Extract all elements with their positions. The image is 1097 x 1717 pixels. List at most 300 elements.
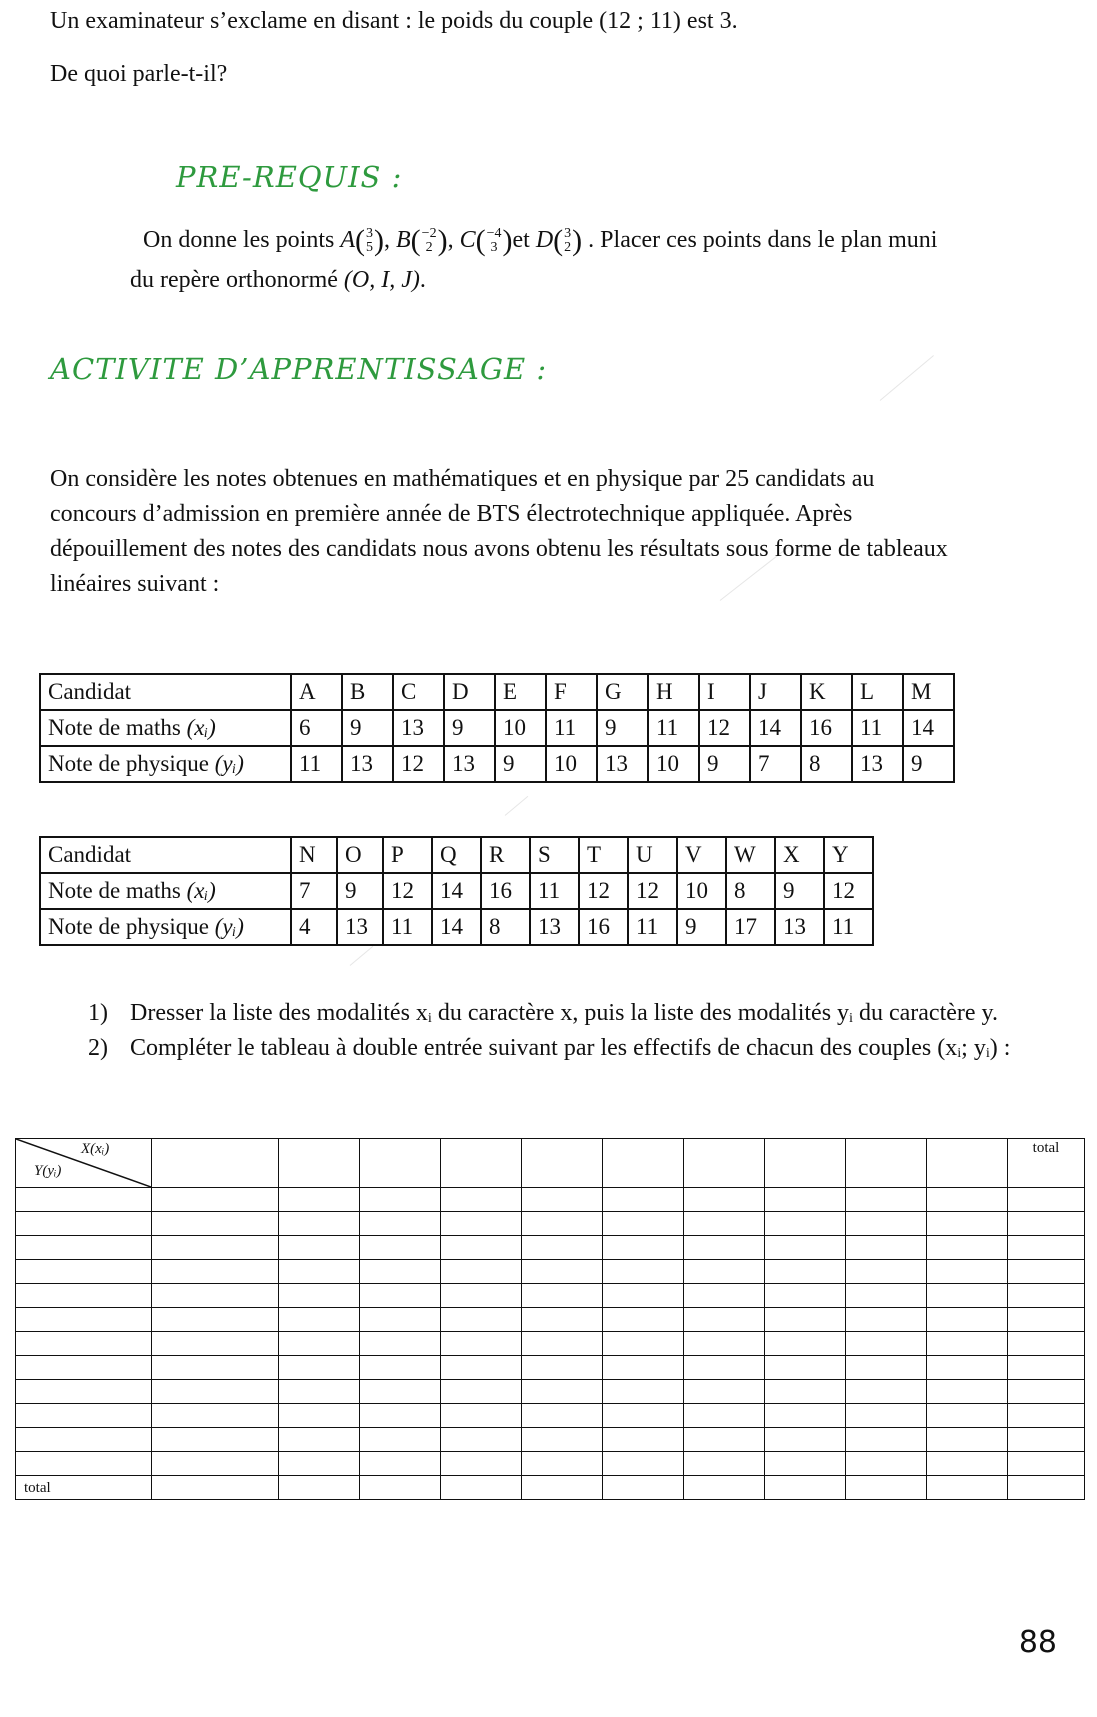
grid-row (16, 1452, 1085, 1476)
grid-cell[interactable] (522, 1404, 603, 1428)
grid-cell[interactable] (441, 1212, 522, 1236)
grid-cell[interactable] (360, 1260, 441, 1284)
question-text: Dresser la liste des modalités xᵢ du caractère x, puis la liste des modalités yᵢ du caractère y. (130, 1000, 998, 1026)
grid-cell[interactable] (927, 1452, 1008, 1476)
questions-list (88, 996, 1048, 1066)
grid-cell[interactable] (684, 1452, 765, 1476)
grid-cell[interactable] (522, 1284, 603, 1308)
grid-cell[interactable] (279, 1404, 360, 1428)
grid-cell[interactable] (279, 1476, 360, 1500)
grid-cell[interactable] (927, 1332, 1008, 1356)
row-label: Note de physique (yᵢ) (40, 746, 291, 782)
cell: I (699, 674, 750, 710)
grid-cell[interactable] (279, 1139, 360, 1188)
grid-cell[interactable] (16, 1452, 152, 1476)
cell: 9 (903, 746, 954, 782)
grid-cell[interactable] (846, 1212, 927, 1236)
grid-cell[interactable] (441, 1452, 522, 1476)
grid-cell[interactable] (765, 1212, 846, 1236)
cell: 12 (579, 873, 628, 909)
cell: N (291, 837, 337, 873)
scan-artifact (350, 946, 374, 966)
total-column-header: total (1008, 1139, 1085, 1188)
grid-cell[interactable] (603, 1404, 684, 1428)
grid-cell[interactable] (279, 1452, 360, 1476)
grid-cell[interactable] (684, 1188, 765, 1212)
grid-cell[interactable] (360, 1404, 441, 1428)
grid-cell[interactable] (1008, 1380, 1085, 1404)
cell: 4 (291, 909, 337, 945)
grid-cell[interactable] (765, 1236, 846, 1260)
cell: M (903, 674, 954, 710)
cell: 9 (342, 710, 393, 746)
grid-cell[interactable] (846, 1476, 927, 1500)
cell: 17 (726, 909, 775, 945)
grid-cell[interactable] (927, 1308, 1008, 1332)
grid-cell[interactable] (441, 1380, 522, 1404)
intro-line-2: De quoi parle-t-il? (50, 61, 228, 87)
grid-cell[interactable] (684, 1139, 765, 1188)
grid-cell[interactable] (152, 1404, 279, 1428)
grid-cell[interactable] (16, 1404, 152, 1428)
grid-cell[interactable] (1008, 1404, 1085, 1428)
header-row (16, 1139, 1085, 1188)
grid-cell[interactable] (522, 1260, 603, 1284)
grid-cell[interactable] (684, 1476, 765, 1500)
grid-cell[interactable] (927, 1212, 1008, 1236)
cell: 12 (699, 710, 750, 746)
grid-cell[interactable] (441, 1428, 522, 1452)
cell: 13 (597, 746, 648, 782)
grid-row (16, 1188, 1085, 1212)
cell: 16 (481, 873, 530, 909)
cell: 16 (801, 710, 852, 746)
grid-cell[interactable] (441, 1188, 522, 1212)
grid-cell[interactable] (927, 1404, 1008, 1428)
grid-cell[interactable] (16, 1356, 152, 1380)
paragraph-line: dépouillement des notes des candidats nous avons obtenu les résultats sous forme de tableaux (50, 536, 948, 562)
grid-cell[interactable] (522, 1332, 603, 1356)
row-label: Note de physique (yᵢ) (40, 909, 291, 945)
grid-cell[interactable] (684, 1404, 765, 1428)
grid-cell[interactable] (603, 1236, 684, 1260)
cell: 10 (495, 710, 546, 746)
grid-cell[interactable] (16, 1236, 152, 1260)
grid-cell[interactable] (603, 1476, 684, 1500)
grid-cell[interactable] (765, 1308, 846, 1332)
physique-row (40, 746, 954, 782)
page-number: 88 (1018, 1625, 1057, 1660)
cell: 13 (337, 909, 383, 945)
grid-cell[interactable] (684, 1236, 765, 1260)
grid-cell[interactable] (1008, 1452, 1085, 1476)
grid-cell[interactable] (603, 1212, 684, 1236)
cell: B (342, 674, 393, 710)
grid-cell[interactable] (765, 1356, 846, 1380)
grid-cell[interactable] (152, 1476, 279, 1500)
grid-cell[interactable] (522, 1476, 603, 1500)
grid-cell[interactable] (152, 1212, 279, 1236)
cell: 13 (775, 909, 824, 945)
grid-cell[interactable] (765, 1404, 846, 1428)
grid-cell[interactable] (441, 1356, 522, 1380)
grid-cell[interactable] (16, 1260, 152, 1284)
grid-cell[interactable] (846, 1428, 927, 1452)
grid-cell[interactable] (765, 1260, 846, 1284)
cell: F (546, 674, 597, 710)
grid-cell[interactable] (152, 1356, 279, 1380)
row-label: Candidat (40, 674, 291, 710)
cell: 10 (677, 873, 726, 909)
grid-cell[interactable] (441, 1260, 522, 1284)
grid-row (16, 1380, 1085, 1404)
prerequis-line-1 (143, 223, 937, 258)
grid-cell[interactable] (684, 1212, 765, 1236)
grid-cell[interactable] (152, 1284, 279, 1308)
grid-cell[interactable] (846, 1188, 927, 1212)
cell: 11 (824, 909, 873, 945)
cell: 8 (726, 873, 775, 909)
grid-cell[interactable] (16, 1332, 152, 1356)
intro-line-1: Un examinateur s’exclame en disant : le poids du couple (12 ; 11) est 3. (50, 8, 738, 34)
cell: 9 (337, 873, 383, 909)
cell: 13 (530, 909, 579, 945)
cell: 9 (444, 710, 495, 746)
grid-cell[interactable] (152, 1236, 279, 1260)
prerequis-text-end: . Placer ces points dans le plan muni (582, 227, 938, 253)
grid-cell[interactable] (152, 1139, 279, 1188)
grid-cell[interactable] (846, 1284, 927, 1308)
cell: 11 (291, 746, 342, 782)
grid-cell[interactable] (603, 1332, 684, 1356)
cell: 9 (677, 909, 726, 945)
grid-cell[interactable] (765, 1332, 846, 1356)
grid-cell[interactable] (1008, 1428, 1085, 1452)
grid-cell[interactable] (360, 1212, 441, 1236)
question-text: Compléter le tableau à double entrée suivant par les effectifs de chacun des couples (xᵢ; yᵢ) : (130, 1035, 1011, 1061)
grid-cell[interactable] (846, 1332, 927, 1356)
grid-cell[interactable] (927, 1260, 1008, 1284)
cell: 14 (750, 710, 801, 746)
scan-artifact (505, 796, 529, 816)
grid-cell[interactable] (360, 1476, 441, 1500)
grid-cell[interactable] (360, 1428, 441, 1452)
grid-cell[interactable] (846, 1236, 927, 1260)
grid-cell[interactable] (279, 1308, 360, 1332)
cell: J (750, 674, 801, 710)
grid-cell[interactable] (1008, 1476, 1085, 1500)
cell: 9 (699, 746, 750, 782)
grid-cell[interactable] (1008, 1212, 1085, 1236)
point-a: A ( 3 5 ) , (340, 224, 396, 258)
cell: U (628, 837, 677, 873)
prerequis-text-start: On donne les points (143, 227, 341, 253)
paragraph-line: linéaires suivant : (50, 571, 220, 597)
cell: 10 (648, 746, 699, 782)
grid-cell[interactable] (522, 1356, 603, 1380)
candidat-row (40, 837, 873, 873)
prerequis-heading: PRE-REQUIS : (176, 160, 403, 194)
maths-row (40, 710, 954, 746)
grid-cell[interactable] (684, 1332, 765, 1356)
grid-cell[interactable] (684, 1260, 765, 1284)
grid-cell[interactable] (603, 1284, 684, 1308)
grid-cell[interactable] (1008, 1260, 1085, 1284)
grid-cell[interactable] (927, 1428, 1008, 1452)
grid-cell[interactable] (684, 1428, 765, 1452)
cell: 13 (444, 746, 495, 782)
grid-cell[interactable] (603, 1260, 684, 1284)
grid-row (16, 1308, 1085, 1332)
cell: 12 (628, 873, 677, 909)
question-item: 2) Compléter le tableau à double entrée suivant par les effectifs de chacun des couples (xᵢ; yᵢ) : (88, 1035, 1011, 1061)
cell: 11 (852, 710, 903, 746)
grid-cell[interactable] (927, 1139, 1008, 1188)
grid-cell[interactable] (152, 1260, 279, 1284)
cell: O (337, 837, 383, 873)
grid-cell[interactable] (927, 1356, 1008, 1380)
grid-cell[interactable] (927, 1284, 1008, 1308)
cell: K (801, 674, 852, 710)
cell: 6 (291, 710, 342, 746)
grid-cell[interactable] (1008, 1332, 1085, 1356)
cell: S (530, 837, 579, 873)
cell: H (648, 674, 699, 710)
cell: P (383, 837, 432, 873)
grid-cell[interactable] (684, 1356, 765, 1380)
paragraph-line: On considère les notes obtenues en mathématiques et en physique par 25 candidats au (50, 466, 875, 492)
grid-cell[interactable] (603, 1188, 684, 1212)
cell: 12 (824, 873, 873, 909)
grid-cell[interactable] (846, 1380, 927, 1404)
activite-paragraph (50, 462, 1050, 602)
grid-cell[interactable] (16, 1380, 152, 1404)
grid-cell[interactable] (279, 1380, 360, 1404)
cell: X (775, 837, 824, 873)
paragraph-line: concours d’admission en première année de BTS électrotechnique appliquée. Après (50, 501, 853, 527)
cell: V (677, 837, 726, 873)
point-d: D ( 3 2 ) (535, 224, 583, 258)
grid-cell[interactable] (1008, 1236, 1085, 1260)
row-label: Note de maths (xᵢ) (40, 873, 291, 909)
grid-cell[interactable] (846, 1139, 927, 1188)
grid-cell[interactable] (152, 1308, 279, 1332)
cell: 11 (383, 909, 432, 945)
grid-cell[interactable] (360, 1188, 441, 1212)
grid-cell[interactable] (765, 1139, 846, 1188)
cell: 12 (393, 746, 444, 782)
point-b: B ( −2 2 ) , (396, 224, 460, 258)
grid-cell[interactable] (360, 1380, 441, 1404)
grid-cell[interactable] (765, 1284, 846, 1308)
grid-cell[interactable] (441, 1308, 522, 1332)
grid-cell[interactable] (279, 1236, 360, 1260)
cell: 9 (597, 710, 648, 746)
grid-cell[interactable] (846, 1452, 927, 1476)
grid-cell[interactable] (1008, 1356, 1085, 1380)
cell: G (597, 674, 648, 710)
grid-cell[interactable] (765, 1428, 846, 1452)
cell: 13 (342, 746, 393, 782)
cell: 14 (903, 710, 954, 746)
cell: 8 (481, 909, 530, 945)
grid-cell[interactable] (522, 1212, 603, 1236)
grid-cell[interactable] (279, 1428, 360, 1452)
cell: D (444, 674, 495, 710)
cell: 12 (383, 873, 432, 909)
grid-cell[interactable] (522, 1308, 603, 1332)
grid-cell[interactable] (16, 1284, 152, 1308)
grid-cell[interactable] (1008, 1308, 1085, 1332)
grid-cell[interactable] (441, 1404, 522, 1428)
grid-cell[interactable] (360, 1452, 441, 1476)
scan-artifact (880, 355, 934, 401)
grid-cell[interactable] (441, 1476, 522, 1500)
grid-cell[interactable] (16, 1212, 152, 1236)
cell: Q (432, 837, 481, 873)
row-label: Note de maths (xᵢ) (40, 710, 291, 746)
grid-cell[interactable] (279, 1284, 360, 1308)
cell: W (726, 837, 775, 873)
activite-heading: ACTIVITE D’APPRENTISSAGE : (50, 352, 548, 386)
cell: R (481, 837, 530, 873)
grid-cell[interactable] (603, 1452, 684, 1476)
grid-cell[interactable] (152, 1380, 279, 1404)
grid-cell[interactable] (684, 1308, 765, 1332)
grid-row (16, 1404, 1085, 1428)
grid-row (16, 1356, 1085, 1380)
cell: 13 (852, 746, 903, 782)
grid-cell[interactable] (279, 1188, 360, 1212)
grid-cell[interactable] (152, 1332, 279, 1356)
cell: 13 (393, 710, 444, 746)
cell: 11 (546, 710, 597, 746)
physique-row (40, 909, 873, 945)
grid-row (16, 1212, 1085, 1236)
corner-y-label: Y(yᵢ) (34, 1163, 62, 1179)
grid-cell[interactable] (441, 1139, 522, 1188)
cell: 11 (530, 873, 579, 909)
grid-cell[interactable] (684, 1284, 765, 1308)
grid-cell[interactable] (603, 1308, 684, 1332)
total-row (16, 1476, 1085, 1500)
double-entry-table (15, 1138, 1085, 1500)
point-c: C ( −4 3 ) et (459, 224, 536, 258)
cell: 16 (579, 909, 628, 945)
cell: 8 (801, 746, 852, 782)
question-item: 1) Dresser la liste des modalités xᵢ du caractère x, puis la liste des modalités yᵢ du caractère y. (88, 1000, 998, 1026)
grid-cell[interactable] (846, 1356, 927, 1380)
grid-row (16, 1284, 1085, 1308)
grid-cell[interactable] (846, 1404, 927, 1428)
grid-cell[interactable] (765, 1476, 846, 1500)
grid-cell[interactable] (765, 1380, 846, 1404)
grid-cell[interactable] (360, 1236, 441, 1260)
total-row-label: total (16, 1476, 152, 1500)
grid-cell[interactable] (603, 1139, 684, 1188)
grid-cell[interactable] (684, 1380, 765, 1404)
grid-row (16, 1428, 1085, 1452)
grid-cell[interactable] (152, 1452, 279, 1476)
cell: 14 (432, 873, 481, 909)
cell: C (393, 674, 444, 710)
grid-cell[interactable] (1008, 1284, 1085, 1308)
grid-cell[interactable] (927, 1380, 1008, 1404)
grid-cell[interactable] (360, 1284, 441, 1308)
grid-cell[interactable] (522, 1380, 603, 1404)
grid-cell[interactable] (522, 1188, 603, 1212)
grid-cell[interactable] (846, 1308, 927, 1332)
notes-table-2 (39, 836, 874, 946)
grid-row (16, 1332, 1085, 1356)
corner-cell (16, 1139, 152, 1188)
cell: 11 (648, 710, 699, 746)
grid-row (16, 1260, 1085, 1284)
grid-cell[interactable] (1008, 1188, 1085, 1212)
grid-cell[interactable] (846, 1260, 927, 1284)
maths-row (40, 873, 873, 909)
grid-cell[interactable] (441, 1236, 522, 1260)
notes-table-1 (39, 673, 955, 783)
grid-cell[interactable] (765, 1452, 846, 1476)
cell: 14 (432, 909, 481, 945)
grid-cell[interactable] (603, 1356, 684, 1380)
grid-cell[interactable] (16, 1428, 152, 1452)
grid-cell[interactable] (360, 1356, 441, 1380)
grid-cell[interactable] (765, 1188, 846, 1212)
grid-cell[interactable] (152, 1188, 279, 1212)
row-label: Candidat (40, 837, 291, 873)
grid-cell[interactable] (441, 1284, 522, 1308)
grid-cell[interactable] (522, 1236, 603, 1260)
grid-cell[interactable] (152, 1428, 279, 1452)
grid-cell[interactable] (279, 1212, 360, 1236)
grid-cell[interactable] (927, 1188, 1008, 1212)
grid-cell[interactable] (16, 1188, 152, 1212)
cell: L (852, 674, 903, 710)
cell: T (579, 837, 628, 873)
grid-cell[interactable] (360, 1332, 441, 1356)
cell: 7 (750, 746, 801, 782)
grid-row (16, 1236, 1085, 1260)
grid-cell[interactable] (279, 1332, 360, 1356)
prerequis-line-2: du repère orthonormé (O, I, J). (130, 267, 426, 293)
cell: A (291, 674, 342, 710)
corner-x-label: X(xᵢ) (81, 1141, 110, 1157)
grid-cell[interactable] (360, 1139, 441, 1188)
repere: (O, I, J) (343, 267, 420, 293)
grid-cell[interactable] (360, 1308, 441, 1332)
grid-cell[interactable] (522, 1139, 603, 1188)
cell: E (495, 674, 546, 710)
candidat-row (40, 674, 954, 710)
cell: 7 (291, 873, 337, 909)
grid-cell[interactable] (927, 1236, 1008, 1260)
grid-cell[interactable] (441, 1332, 522, 1356)
grid-cell[interactable] (279, 1356, 360, 1380)
grid-cell[interactable] (16, 1308, 152, 1332)
grid-cell[interactable] (279, 1260, 360, 1284)
grid-cell[interactable] (603, 1380, 684, 1404)
cell: 10 (546, 746, 597, 782)
grid-cell[interactable] (522, 1452, 603, 1476)
cell: 9 (775, 873, 824, 909)
cell: 11 (628, 909, 677, 945)
grid-cell[interactable] (522, 1428, 603, 1452)
cell: Y (824, 837, 873, 873)
grid-cell[interactable] (603, 1428, 684, 1452)
grid-cell[interactable] (927, 1476, 1008, 1500)
